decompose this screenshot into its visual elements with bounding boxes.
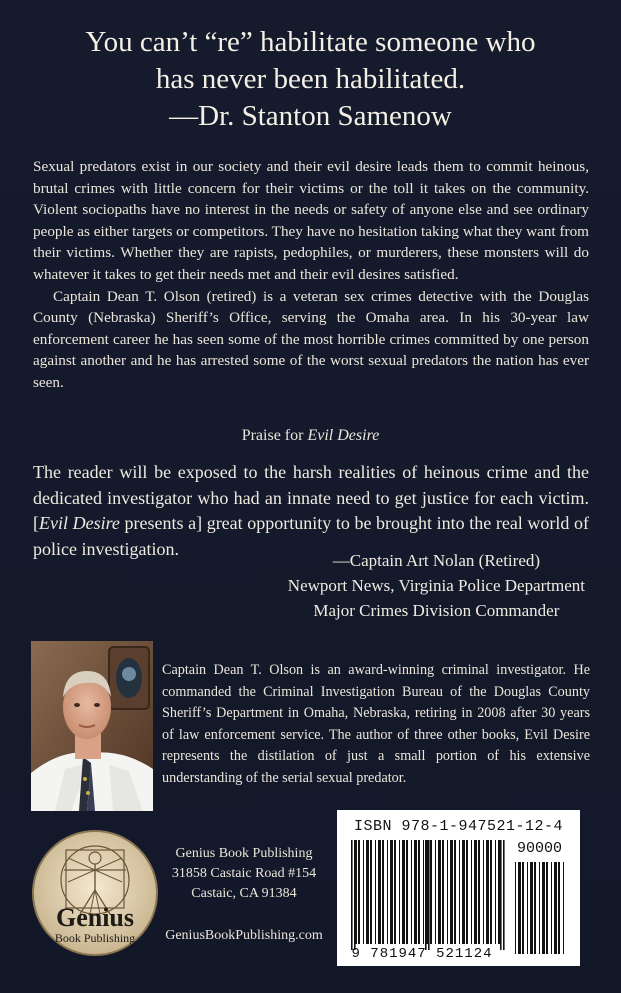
- epigraph-quote: [0, 24, 621, 135]
- publisher-address-line-1: 31858 Castaic Road #154: [171, 866, 317, 881]
- barcode-bar: [515, 862, 516, 954]
- barcode-bar: [411, 840, 412, 944]
- isbn-barcode: [337, 810, 580, 966]
- praise-heading-prefix: Praise for: [241, 427, 308, 444]
- logo-subtitle: Book Publishing: [54, 931, 136, 945]
- barcode-bar: [490, 840, 492, 944]
- barcode-bar: [527, 862, 528, 954]
- author-biography: [162, 660, 590, 790]
- praise-text-1: The reader will be exposed to the harsh realities of heinous crime and the dedicated investigator who had an innate need to get justice for each victim. [: [33, 462, 589, 533]
- barcode-guard-bar: [354, 840, 356, 950]
- barcode-bar: [551, 862, 552, 954]
- author-photo: [31, 641, 153, 811]
- quote-attribution: —Dr. Stanton Samenow: [169, 100, 452, 132]
- barcode-bar: [522, 862, 524, 954]
- barcode-bar: [358, 840, 360, 944]
- author-bio-text: Captain Dean T. Olson is an award-winning criminal investigator. He commanded the Criminal Investigation Bureau of the Douglas County Sheriff’s Department in Omaha, Nebraska, retiring in 2008 after 30 years of law enforcement service. The author of three other books, Evil Desire represents the distilation of just a small portion of his extensive understanding of the serial sexual predator.: [162, 662, 590, 786]
- publisher-address-line-2: Castaic, CA 91384: [191, 886, 297, 901]
- publisher-logo: [30, 828, 160, 958]
- description-paragraph-1: Sexual predators exist in our society and their evil desire leads them to commit heinous, brutal crimes with little concern for their victims or the toll it takes on the community. Violent sociopaths have no interest in the needs or safety of anyone else and see ordinary people as either targets or competitors. They have no hesitation taking what they want from their victims. Whether they are rapists, pedophiles, or murderers, these monsters will do whatever it takes to get their needs met and their evil desires satisfied.: [33, 158, 589, 283]
- description-paragraph-2: Captain Dean T. Olson (retired) is a veteran sex crimes detective with the Douglas County (Nebraska) Sheriff’s Office, serving the Omaha area. In his 30-year law enforcement career he has seen some of the most horrible crimes committed by one person against another and he has arrested some of the worst sexual predators the nation has ever seen.: [33, 287, 589, 391]
- logo-word: Genius: [55, 903, 135, 932]
- barcode-bar: [483, 840, 484, 944]
- barcode-guard-bar: [500, 840, 502, 950]
- barcode-bar: [423, 840, 424, 944]
- barcode-bar: [442, 840, 444, 944]
- barcode-bar: [394, 840, 396, 944]
- barcode-bar: [370, 840, 372, 944]
- barcode-bar: [478, 840, 480, 944]
- publisher-website: GeniusBookPublishing.com: [165, 928, 323, 943]
- barcode-bar: [363, 840, 364, 944]
- barcode-bar: [366, 840, 369, 944]
- attribution-line-2: Newport News, Virginia Police Department: [287, 576, 585, 595]
- barcode-bar: [474, 840, 477, 944]
- quote-line-2: has never been habilitated.: [155, 63, 466, 95]
- barcode-bar: [558, 862, 560, 954]
- barcode-guard-bar: [428, 840, 430, 950]
- publisher-name: Genius Book Publishing: [175, 846, 313, 861]
- praise-book-title: Evil Desire: [39, 513, 120, 533]
- barcode-bar: [430, 840, 432, 944]
- praise-heading: [0, 427, 621, 445]
- barcode-bar: [539, 862, 540, 954]
- barcode-bar: [402, 840, 405, 944]
- barcode-bar: [534, 862, 536, 954]
- barcode-bar: [414, 840, 417, 944]
- barcode-bar: [438, 840, 441, 944]
- barcode-bar: [518, 862, 521, 954]
- attribution-line-3: Major Crimes Division Commander: [313, 601, 560, 620]
- barcode-bar: [450, 840, 453, 944]
- barcode-guard-bar: [425, 840, 427, 950]
- book-description: [33, 156, 589, 394]
- barcode-bar: [466, 840, 468, 944]
- barcode-bar: [382, 840, 384, 944]
- barcode-bar: [486, 840, 489, 944]
- barcode-bar: [418, 840, 420, 944]
- praise-attribution: [288, 548, 585, 623]
- barcode-bar: [390, 840, 393, 944]
- barcode-bar: [471, 840, 472, 944]
- praise-quote: [33, 460, 589, 562]
- publisher-info: [164, 844, 324, 946]
- barcode-bar: [447, 840, 448, 944]
- praise-heading-title: Evil Desire: [307, 427, 380, 444]
- barcode-guard-bar: [351, 840, 353, 950]
- barcode-bar: [554, 862, 557, 954]
- price-addon-code: 90000: [516, 840, 562, 857]
- barcode-guard-bar: [503, 840, 505, 950]
- barcode-bar: [387, 840, 388, 944]
- barcode-bar: [399, 840, 400, 944]
- barcode-bar: [495, 840, 496, 944]
- barcode-bar: [375, 840, 376, 944]
- attribution-line-1: —Captain Art Nolan (Retired): [332, 551, 541, 570]
- praise-text-2: presents a] great opportunity to be brought into the real world of police investigation.: [33, 513, 589, 559]
- barcode-bar: [435, 840, 436, 944]
- barcode-bar: [563, 862, 564, 954]
- quote-line-1: You can’t “re” habilitate someone who: [85, 26, 536, 58]
- isbn-number: ISBN 978-1-947521-12-4: [353, 818, 564, 835]
- barcode-bar: [378, 840, 381, 944]
- barcode-bar: [462, 840, 465, 944]
- barcode-bar: [454, 840, 456, 944]
- barcode-bar: [530, 862, 533, 954]
- barcode-bar: [542, 862, 545, 954]
- barcode-bar: [546, 862, 548, 954]
- barcode-bar: [459, 840, 460, 944]
- ean-number: 9 781947 521124: [351, 946, 493, 962]
- barcode-bar: [406, 840, 408, 944]
